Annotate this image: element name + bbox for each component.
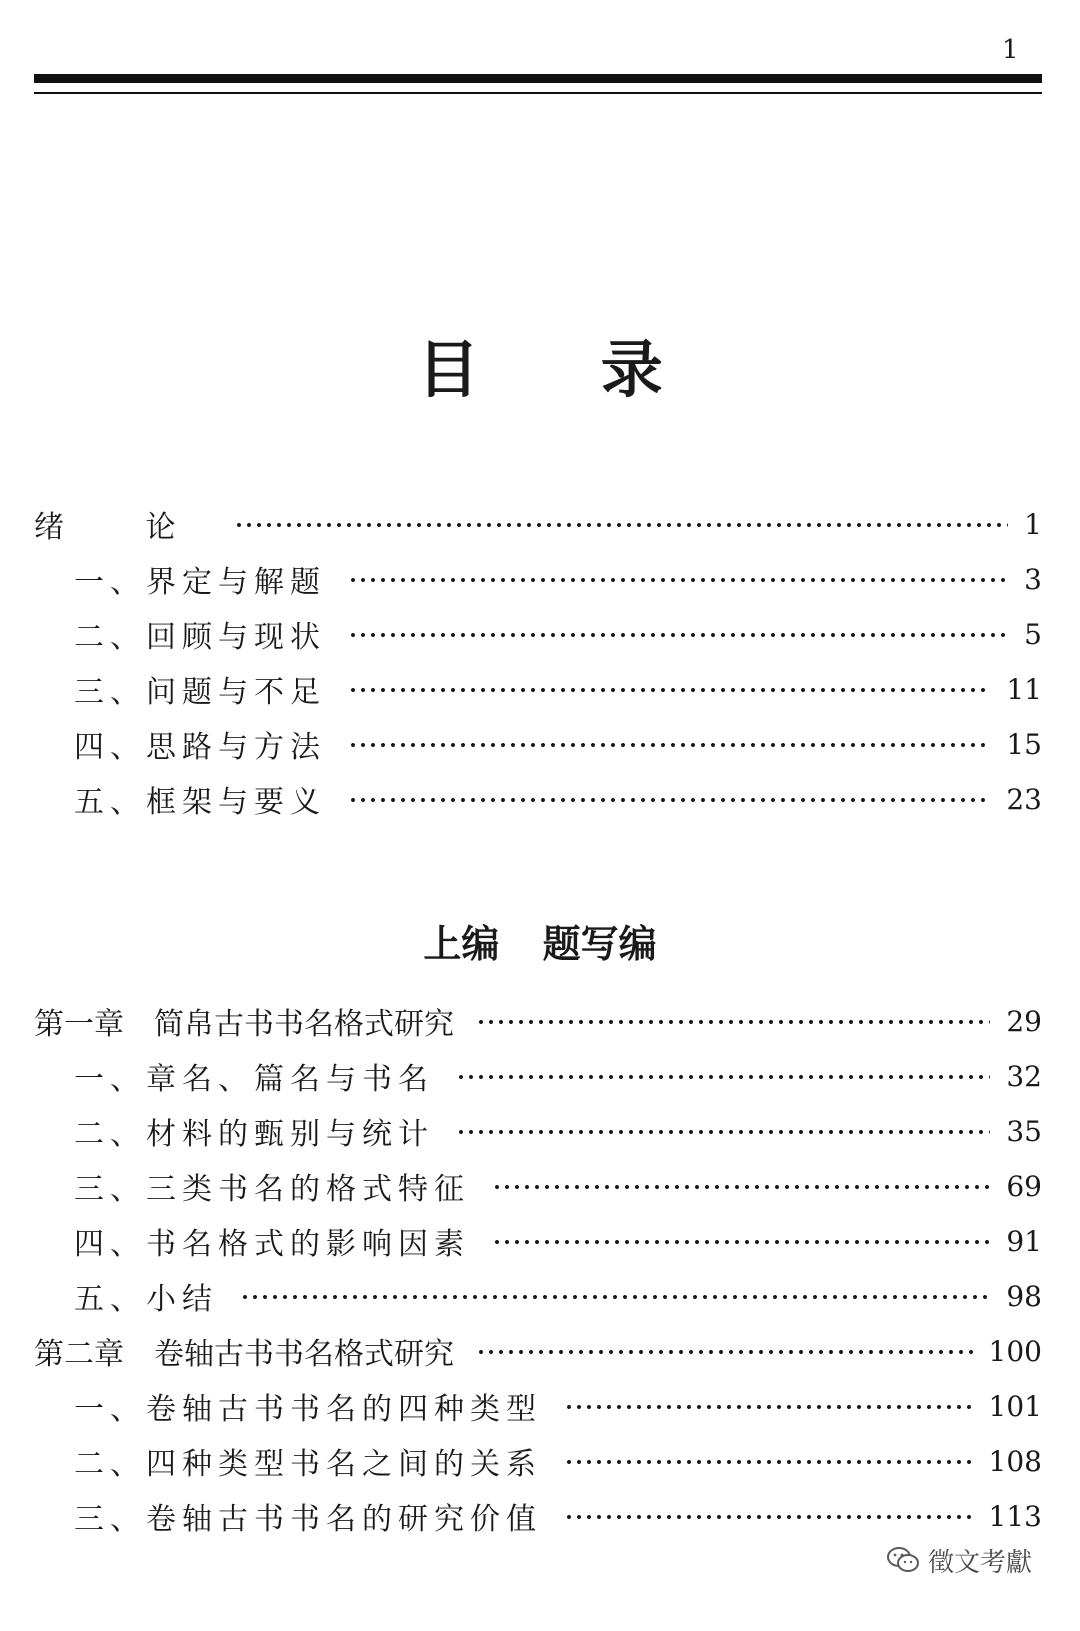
toc-entry-chapter-2-3 xyxy=(74,1488,1042,1544)
toc-leader-dots xyxy=(348,577,1008,583)
header-rule-thick xyxy=(34,74,1042,83)
toc-leader-dots xyxy=(492,1239,990,1245)
toc-label: 三、问题与不足 xyxy=(74,675,326,710)
toc-leader-dots xyxy=(564,1459,973,1465)
toc-leader-dots xyxy=(564,1514,973,1520)
toc-entry-chapter-1-4 xyxy=(74,1213,1042,1269)
toc-entry-intro-2 xyxy=(74,606,1042,662)
toc-entry-intro-1 xyxy=(74,551,1042,607)
toc-leader-dots xyxy=(348,797,990,803)
toc-label: 五、小结 xyxy=(74,1282,218,1317)
toc-entry-chapter-2-1 xyxy=(74,1378,1042,1434)
toc-entry-chapter-1-5 xyxy=(74,1268,1042,1324)
toc-entry-intro-5 xyxy=(74,771,1042,827)
toc-page-number: 98 xyxy=(1006,1279,1042,1313)
toc-label: 第二章 卷轴古书书名格式研究 xyxy=(34,1337,454,1372)
toc-entry-chapter-1 xyxy=(34,993,1042,1049)
toc-leader-dots xyxy=(348,632,1008,638)
toc-page-number: 23 xyxy=(1006,782,1042,816)
toc-label: 第一章 简帛古书书名格式研究 xyxy=(34,1007,454,1042)
toc-page-number: 69 xyxy=(1006,1169,1042,1203)
toc-label: 二、四种类型书名之间的关系 xyxy=(74,1447,542,1482)
watermark xyxy=(880,1540,1038,1580)
toc-page-number: 11 xyxy=(1006,672,1042,706)
header-rule-thin xyxy=(34,92,1042,94)
toc-page-number: 15 xyxy=(1006,727,1042,761)
toc-label: 一、界定与解题 xyxy=(74,565,326,600)
toc-entry-intro-3 xyxy=(74,661,1042,717)
toc-leader-dots xyxy=(476,1019,990,1025)
toc-page-number: 32 xyxy=(1006,1059,1042,1093)
toc-page-number: 35 xyxy=(1006,1114,1042,1148)
toc-leader-dots xyxy=(456,1129,990,1135)
toc-page-number: 3 xyxy=(1024,562,1042,596)
toc-label: 一、卷轴古书书名的四种类型 xyxy=(74,1392,542,1427)
toc-entry-chapter-1-3 xyxy=(74,1158,1042,1214)
watermark-text: 徵文考獻 xyxy=(928,1547,1033,1578)
toc-page-number: 1 xyxy=(1024,507,1042,541)
toc-label: 三、三类书名的格式特征 xyxy=(74,1172,470,1207)
toc-page-number: 108 xyxy=(988,1444,1042,1478)
toc-page-number: 101 xyxy=(988,1389,1042,1423)
toc-page-number: 91 xyxy=(1006,1224,1042,1258)
toc-leader-dots xyxy=(564,1404,973,1410)
toc-page-number: 100 xyxy=(988,1334,1042,1368)
part-title: 上编 题写编 xyxy=(423,921,657,966)
toc-page-number: 113 xyxy=(988,1499,1042,1533)
toc-leader-dots xyxy=(240,1294,990,1300)
toc-label: 四、书名格式的影响因素 xyxy=(74,1227,470,1262)
toc-label: 四、思路与方法 xyxy=(74,730,326,765)
toc-page-number: 5 xyxy=(1024,617,1042,651)
toc-leader-dots xyxy=(348,687,990,693)
wechat-icon xyxy=(886,1546,920,1574)
toc-entry-intro-4 xyxy=(74,716,1042,772)
toc-leader-dots xyxy=(476,1349,973,1355)
toc-label: 二、材料的甄别与统计 xyxy=(74,1117,434,1152)
toc-label: 一、章名、篇名与书名 xyxy=(74,1062,434,1097)
toc-label: 三、卷轴古书书名的研究价值 xyxy=(74,1502,542,1537)
toc-label: 五、框架与要义 xyxy=(74,785,326,820)
toc-leader-dots xyxy=(234,522,1009,528)
toc-entry-chapter-1-1 xyxy=(74,1048,1042,1104)
toc-entry-chapter-2 xyxy=(34,1323,1042,1379)
page-title: 目 录 xyxy=(417,333,713,406)
toc-entry-chapter-2-2 xyxy=(74,1433,1042,1489)
toc-entry-chapter-1-2 xyxy=(74,1103,1042,1159)
page-number: 1 xyxy=(1002,35,1019,65)
toc-page-number: 29 xyxy=(1006,1004,1042,1038)
toc-label: 二、回顾与现状 xyxy=(74,620,326,655)
toc-leader-dots xyxy=(348,742,990,748)
toc-leader-dots xyxy=(456,1074,990,1080)
toc-label: 绪 论 xyxy=(34,510,212,545)
toc-entry-intro xyxy=(34,496,1042,552)
toc-leader-dots xyxy=(492,1184,990,1190)
